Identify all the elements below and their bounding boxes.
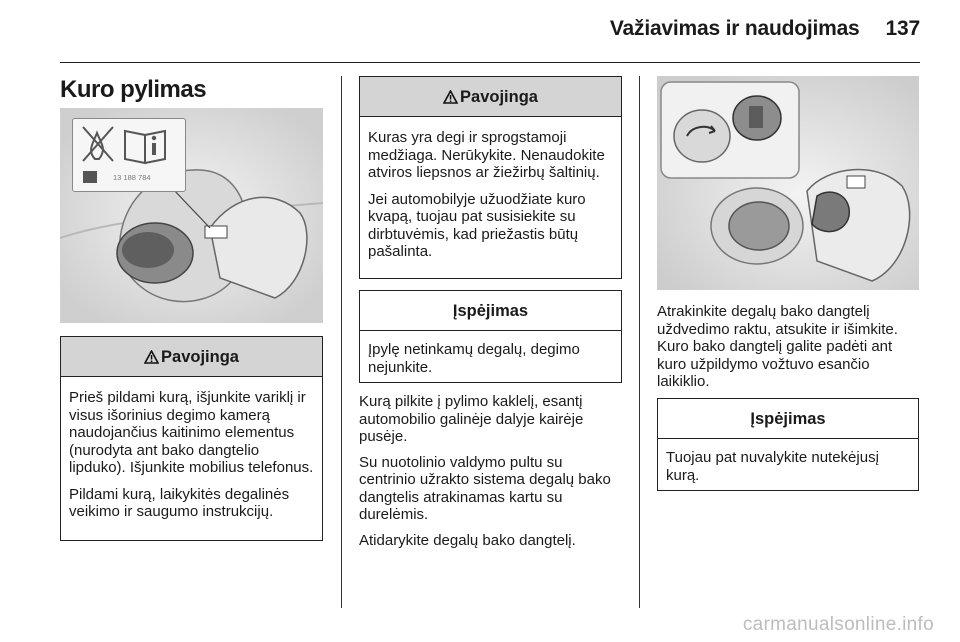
fuel-cap-illustration <box>657 76 919 290</box>
notice-box-header <box>658 399 918 439</box>
danger-paragraph: Prieš pildami kurą, išjunkite variklį ir visus išorinius degimo kamerą naudojančius kaitinimo elementus (nurodyta ant bako dangtelio lipduko). Išjunkite mobilius telefonus. <box>69 389 314 476</box>
warning-triangle-icon <box>443 79 458 119</box>
column-divider-2 <box>639 76 640 608</box>
watermark: carmanualsonline.info <box>742 614 934 635</box>
notice-box-wrong-fuel <box>359 290 622 383</box>
body-paragraph: Su nuotolinio valdymo pultu su centrinio užrakto sistema degalų bako dangtelis atrakinamas kartu su durelėmis. <box>359 453 611 523</box>
body-paragraph: Atrakinkite degalų bako dangtelį uždvedimo raktu, atsukite ir išimkite. Kuro bako dangtelį galite padėti ant kuro užpildymo vožtuvo esančio laikiklio. <box>657 303 898 390</box>
notice-heading: Įspėjimas <box>452 302 529 320</box>
fuel-cap-drawing <box>657 76 919 290</box>
no-open-flame-icon <box>83 127 113 161</box>
notice-paragraph: Tuojau pat nuvalykite nutekėjusį kurą. <box>666 449 879 484</box>
danger-box-header <box>61 337 322 377</box>
danger-paragraph: Pildami kurą, laikykitės degalinės veikimo ir saugumo instrukcijų. <box>69 485 290 520</box>
middle-body-text <box>359 393 622 557</box>
notice-box-spill <box>657 398 919 491</box>
danger-box-body <box>360 117 621 261</box>
warning-triangle-icon <box>144 339 159 379</box>
body-paragraph: Atidarykite degalų bako dangtelį. <box>359 531 576 549</box>
danger-paragraph: Kuras yra degi ir sprogstamoji medžiaga. Nerūkykite. Nenaudokite atviros liepsnos ar žiežirbų šaltinių. <box>368 129 605 181</box>
notice-paragraph: Įpylę netinkamų degalų, degimo nejunkite. <box>368 341 580 376</box>
danger-box-flammable <box>359 76 622 279</box>
section-title: Kuro pylimas <box>60 76 207 103</box>
danger-box-header <box>360 77 621 117</box>
right-body-text <box>657 303 919 399</box>
fuel-flap-sticker <box>72 118 186 192</box>
danger-box-fuel-safety <box>60 336 323 541</box>
running-head <box>610 17 920 41</box>
notice-box-header <box>360 291 621 331</box>
danger-box-body <box>61 377 322 521</box>
danger-heading: Pavojinga <box>460 88 538 106</box>
notice-box-body <box>658 439 918 484</box>
chapter-title: Važiavimas ir naudojimas <box>609 17 860 40</box>
notice-box-body <box>360 331 621 376</box>
header-rule <box>60 62 920 63</box>
danger-heading: Pavojinga <box>161 348 239 366</box>
sticker-part-number: 13 188 784 <box>113 173 151 182</box>
danger-paragraph: Jei automobilyje užuodžiate kuro kvapą, tuojau pat susisiekite su dirbtuvėmis, kad priežastis būtų pašalinta. <box>368 190 586 260</box>
notice-heading: Įspėjimas <box>750 410 826 428</box>
page-number: 137 <box>885 17 920 40</box>
column-divider-1 <box>341 76 342 608</box>
fuel-flap-illustration <box>60 108 323 323</box>
read-manual-icon <box>125 131 165 163</box>
body-paragraph: Kurą pilkite į pylimo kaklelį, esantį automobilio galinėje dalyje kairėje pusėje. <box>359 393 584 445</box>
